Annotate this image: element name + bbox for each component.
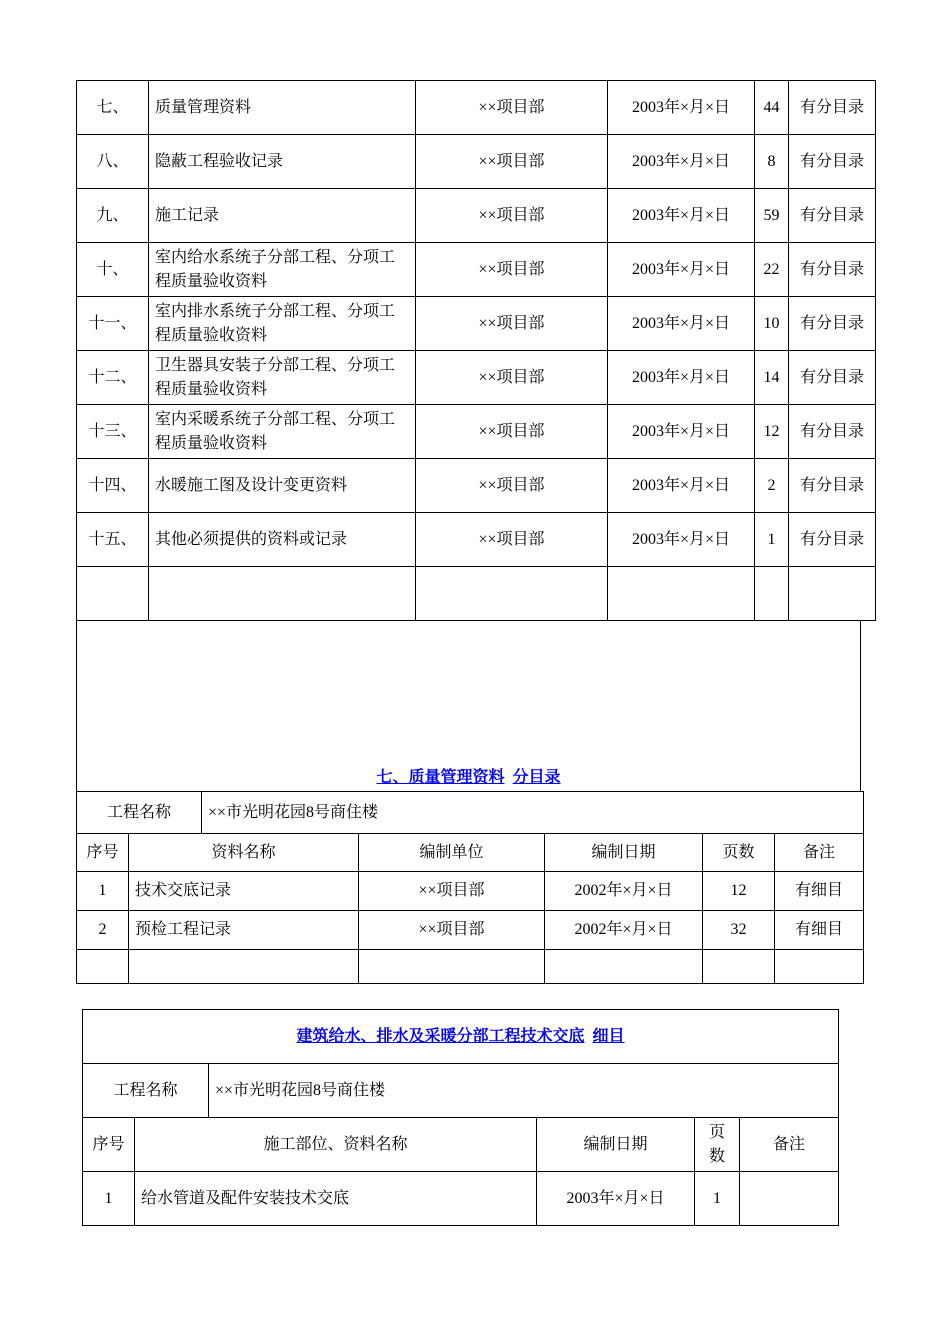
sub-directory-title xyxy=(76,766,861,790)
detail-table xyxy=(82,1009,839,1226)
header-date: 编制日期 xyxy=(537,1118,695,1172)
empty-cell xyxy=(129,950,359,984)
page-count: 22 xyxy=(755,243,789,297)
table-header-row xyxy=(77,834,864,872)
table-row xyxy=(77,135,876,189)
header-note: 备注 xyxy=(775,834,864,872)
project-name-label: 工程名称 xyxy=(83,1064,209,1118)
row-number: 2 xyxy=(77,911,129,950)
header-pages: 页数 xyxy=(695,1118,740,1172)
compiling-unit: ××项目部 xyxy=(416,81,608,135)
row-number: 1 xyxy=(83,1172,135,1226)
table-row xyxy=(77,243,876,297)
remark: 有分目录 xyxy=(789,297,876,351)
sub-directory-project-row xyxy=(76,791,864,834)
table-row xyxy=(77,459,876,513)
document-name: 卫生器具安装子分部工程、分项工程质量验收资料 xyxy=(149,351,416,405)
compile-date: 2003年×月×日 xyxy=(608,135,755,189)
page-count: 1 xyxy=(755,513,789,567)
detail-title xyxy=(83,1010,839,1064)
empty-cell xyxy=(545,950,703,984)
remark: 有分目录 xyxy=(789,189,876,243)
empty-cell xyxy=(703,950,775,984)
header-no: 序号 xyxy=(83,1118,135,1172)
row-number: 十五、 xyxy=(77,513,149,567)
table-row xyxy=(77,297,876,351)
sub-directory-title-suffix[interactable]: 分目录 xyxy=(512,769,561,786)
remark: 有分目录 xyxy=(789,351,876,405)
compile-date: 2003年×月×日 xyxy=(537,1172,695,1226)
remark: 有分目录 xyxy=(789,243,876,297)
document-name: 其他必须提供的资料或记录 xyxy=(149,513,416,567)
row-number: 十二、 xyxy=(77,351,149,405)
remark: 有细目 xyxy=(775,872,864,911)
document-name: 技术交底记录 xyxy=(129,872,359,911)
compile-date: 2003年×月×日 xyxy=(608,513,755,567)
table-row xyxy=(77,405,876,459)
sub-directory-table xyxy=(76,833,864,984)
compiling-unit: ××项目部 xyxy=(416,459,608,513)
compiling-unit: ××项目部 xyxy=(359,911,545,950)
remark: 有分目录 xyxy=(789,81,876,135)
compile-date: 2003年×月×日 xyxy=(608,243,755,297)
header-note: 备注 xyxy=(740,1118,839,1172)
compiling-unit: ××项目部 xyxy=(416,189,608,243)
remark: 有细目 xyxy=(775,911,864,950)
sub-directory-title-link[interactable]: 七、质量管理资料 xyxy=(376,769,505,786)
page-count: 14 xyxy=(755,351,789,405)
compiling-unit: ××项目部 xyxy=(359,872,545,911)
page-count: 8 xyxy=(755,135,789,189)
table-row xyxy=(77,872,864,911)
compile-date: 2002年×月×日 xyxy=(545,872,703,911)
header-pages: 页数 xyxy=(703,834,775,872)
compile-date: 2003年×月×日 xyxy=(608,459,755,513)
empty-cell xyxy=(608,567,755,621)
main-directory-table xyxy=(76,80,876,621)
page-count: 12 xyxy=(755,405,789,459)
table-row xyxy=(77,189,876,243)
compile-date: 2003年×月×日 xyxy=(608,189,755,243)
empty-cell xyxy=(149,567,416,621)
row-number: 1 xyxy=(77,872,129,911)
empty-row xyxy=(77,950,864,984)
document-name: 室内排水系统子分部工程、分项工程质量验收资料 xyxy=(149,297,416,351)
detail-project-row xyxy=(83,1064,839,1118)
page-count: 2 xyxy=(755,459,789,513)
header-date: 编制日期 xyxy=(545,834,703,872)
empty-cell xyxy=(789,567,876,621)
table-row xyxy=(77,351,876,405)
empty-cell xyxy=(77,950,129,984)
compile-date: 2003年×月×日 xyxy=(608,81,755,135)
compile-date: 2002年×月×日 xyxy=(545,911,703,950)
table-row xyxy=(77,81,876,135)
detail-title-link[interactable]: 建筑给水、排水及采暖分部工程技术交底 xyxy=(296,1027,585,1045)
document-name: 室内给水系统子分部工程、分项工程质量验收资料 xyxy=(149,243,416,297)
compiling-unit: ××项目部 xyxy=(416,513,608,567)
compiling-unit: ××项目部 xyxy=(416,297,608,351)
table-row xyxy=(83,1172,839,1226)
header-no: 序号 xyxy=(77,834,129,872)
compiling-unit: ××项目部 xyxy=(416,135,608,189)
page-count: 10 xyxy=(755,297,789,351)
document-name: 质量管理资料 xyxy=(149,81,416,135)
project-name-value: ××市光明花园8号商住楼 xyxy=(202,792,864,834)
page-count: 44 xyxy=(755,81,789,135)
row-number: 十、 xyxy=(77,243,149,297)
compiling-unit: ××项目部 xyxy=(416,405,608,459)
document-name: 水暖施工图及设计变更资料 xyxy=(149,459,416,513)
document-name: 室内采暖系统子分部工程、分项工程质量验收资料 xyxy=(149,405,416,459)
remark: 有分目录 xyxy=(789,135,876,189)
remark: 有分目录 xyxy=(789,513,876,567)
row-number: 十四、 xyxy=(77,459,149,513)
project-name-label: 工程名称 xyxy=(77,792,202,834)
table-row xyxy=(77,911,864,950)
header-unit: 编制单位 xyxy=(359,834,545,872)
row-number: 十一、 xyxy=(77,297,149,351)
empty-cell xyxy=(416,567,608,621)
remark: 有分目录 xyxy=(789,405,876,459)
page-count: 59 xyxy=(755,189,789,243)
empty-cell xyxy=(775,950,864,984)
compiling-unit: ××项目部 xyxy=(416,243,608,297)
document-name: 给水管道及配件安装技术交底 xyxy=(135,1172,537,1226)
document-name: 预检工程记录 xyxy=(129,911,359,950)
empty-cell xyxy=(359,950,545,984)
row-number: 九、 xyxy=(77,189,149,243)
row-number: 十三、 xyxy=(77,405,149,459)
remark: 有分目录 xyxy=(789,459,876,513)
compiling-unit: ××项目部 xyxy=(416,351,608,405)
row-number: 七、 xyxy=(77,81,149,135)
compile-date: 2003年×月×日 xyxy=(608,405,755,459)
page-count: 12 xyxy=(703,872,775,911)
table-header-row xyxy=(83,1118,839,1172)
table-row xyxy=(77,513,876,567)
detail-title-suffix[interactable]: 细目 xyxy=(592,1027,625,1045)
document-name: 隐蔽工程验收记录 xyxy=(149,135,416,189)
page-count: 32 xyxy=(703,911,775,950)
row-number: 八、 xyxy=(77,135,149,189)
compile-date: 2003年×月×日 xyxy=(608,351,755,405)
header-name: 施工部位、资料名称 xyxy=(135,1118,537,1172)
page-count: 1 xyxy=(695,1172,740,1226)
detail-title-row xyxy=(83,1010,839,1064)
empty-row xyxy=(77,567,876,621)
document-name: 施工记录 xyxy=(149,189,416,243)
empty-cell xyxy=(755,567,789,621)
empty-cell xyxy=(77,567,149,621)
project-name-value: ××市光明花园8号商住楼 xyxy=(209,1064,839,1118)
compile-date: 2003年×月×日 xyxy=(608,297,755,351)
header-name: 资料名称 xyxy=(129,834,359,872)
remark xyxy=(740,1172,839,1226)
